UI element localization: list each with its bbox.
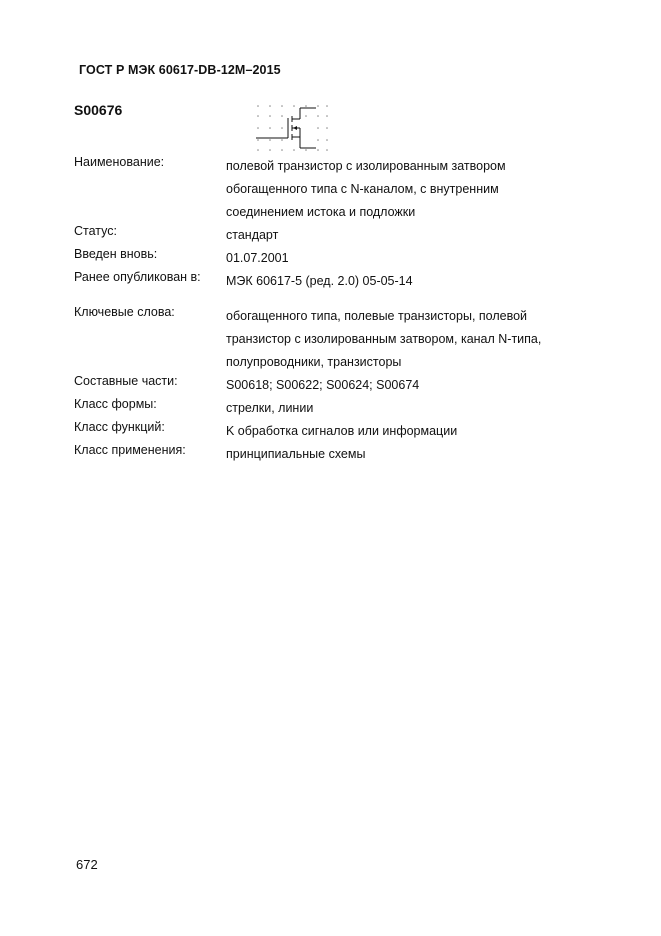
field-value-line: полупроводники, транзисторы [226, 355, 402, 369]
field-value [226, 305, 586, 374]
symbol-code: S00676 [74, 102, 123, 118]
field-value [226, 420, 586, 443]
field-label: Статус: [74, 224, 117, 238]
field-label: Наименование: [74, 155, 165, 169]
field-value-line: S00618; S00622; S00624; S00674 [226, 378, 420, 392]
page-number: 672 [76, 857, 98, 872]
field-value [226, 443, 586, 466]
field-label: Введен вновь: [74, 247, 158, 261]
field-label: Класс применения: [74, 443, 186, 457]
field-value [226, 374, 586, 397]
field-value [226, 155, 586, 224]
field-label: Ранее опубликован в: [74, 270, 201, 284]
field-label: Класс функций: [74, 420, 165, 434]
field-value-line: стрелки, линии [226, 401, 314, 415]
field-value-line: соединением истока и подложки [226, 205, 416, 219]
field-value-line: полевой транзистор с изолированным затвором [226, 159, 506, 173]
transistor-symbol-icon [256, 104, 328, 152]
field-value-line: транзистор с изолированным затвором, канал N-типа, [226, 332, 542, 346]
field-value [226, 270, 586, 293]
field-value-line: обогащенного типа, полевые транзисторы, полевой [226, 309, 528, 323]
field-value-line: МЭК 60617-5 (ред. 2.0) 05-05-14 [226, 274, 413, 288]
field-value-line: K обработка сигналов или информации [226, 424, 458, 438]
field-value [226, 224, 586, 247]
field-value-line: обогащенного типа с N-каналом, с внутренним [226, 182, 499, 196]
field-label: Ключевые слова: [74, 305, 175, 319]
field-value [226, 397, 586, 420]
field-value-line: 01.07.2001 [226, 251, 289, 265]
document-header: ГОСТ Р МЭК 60617-DB-12M–2015 [79, 63, 281, 77]
field-value-line: стандарт [226, 228, 279, 242]
field-value-line: принципиальные схемы [226, 447, 366, 461]
field-label: Составные части: [74, 374, 178, 388]
field-value [226, 247, 586, 270]
field-label: Класс формы: [74, 397, 157, 411]
